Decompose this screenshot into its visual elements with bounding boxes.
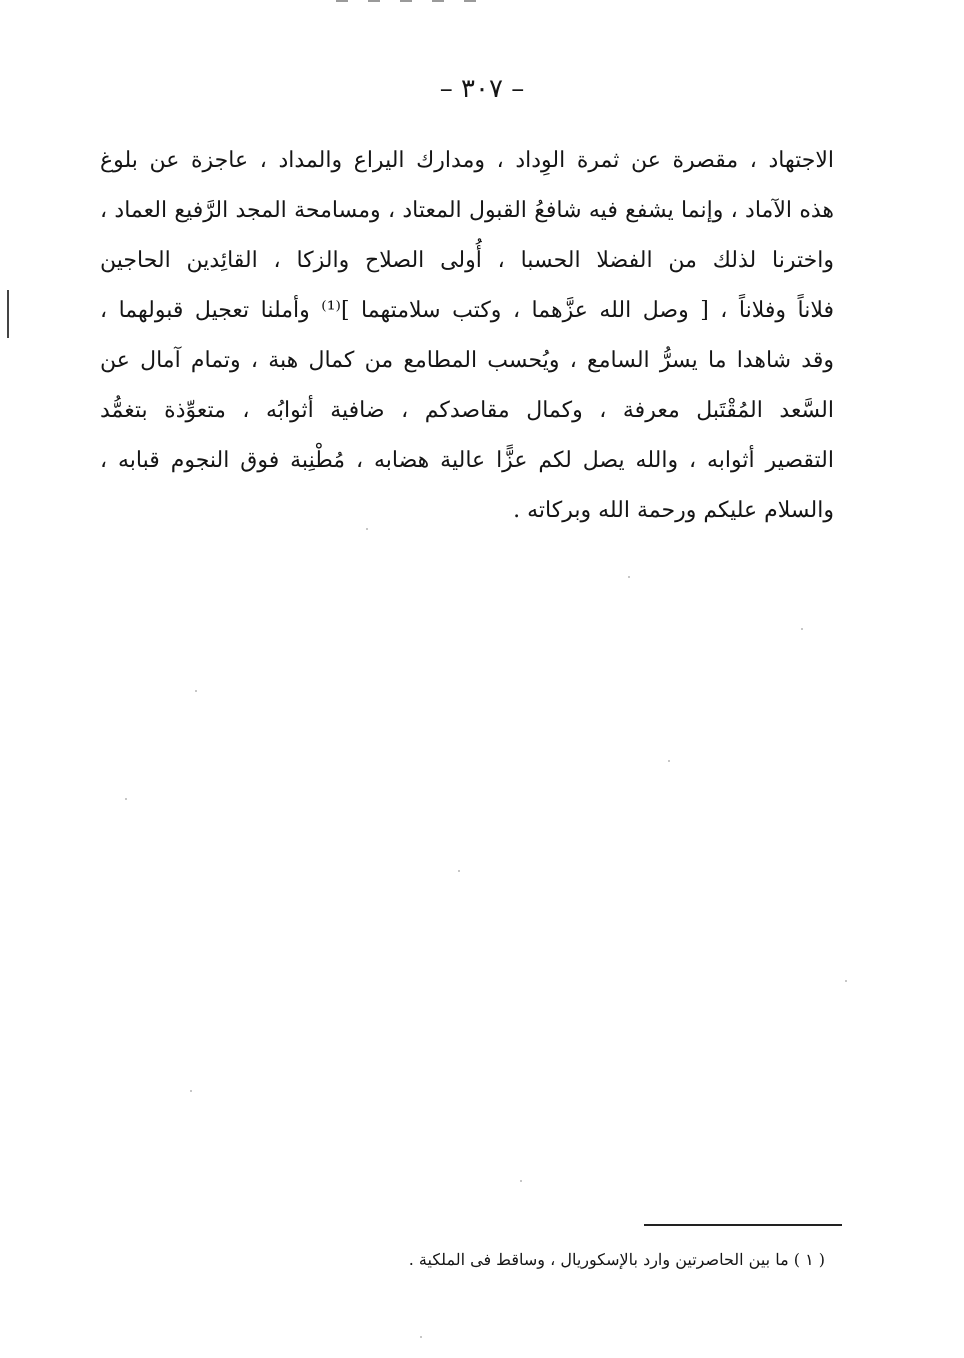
text-line-5: وقد شاهدا ما يسرُّ السامع ، ويُحسب المطامع من كمال هبة ، وتمام آمال عن	[100, 348, 834, 373]
text-line-2: هذه الآماد ، وإنما يشفع فيه شافعُ القبول المعتاد ، ومسامحة المجد الرَّفيع العماد ،	[100, 198, 834, 223]
text-line-1: الاجتهاد ، مقصرة عن ثمرة الوِداد ، ومدارك اليراع والمداد ، عاجزة عن بلوغ	[100, 148, 834, 173]
scan-speck	[801, 628, 803, 630]
footnote: ( ١ ) ما بين الحاصرتين وارد بالإسكوريال ، وساقط فى الملكية .	[408, 1250, 825, 1269]
scan-speck	[668, 760, 670, 762]
text-line-4: فلاناً وفلاناً ، [ وصل الله عزَّهما ، وكتب سلامتهما ]⁽¹⁾ وأملنا تعجيل قبولهما ،	[100, 298, 834, 323]
scan-speck	[628, 576, 630, 578]
scan-speck	[420, 1336, 422, 1338]
footnote-divider	[644, 1224, 842, 1226]
scan-speck	[195, 690, 197, 692]
text-line-7: التقصير أثوابه ، والله يصل لكم عزًّا عالية هضابه ، مُطْنِبة فوق النجوم قبابه ،	[100, 448, 834, 473]
text-line-3: واخترنا لذلك من الفضلا الحسبا ، أُولى الصلاح والزكا ، القائِدين الحاجين	[100, 248, 834, 273]
scan-speck	[520, 1180, 522, 1182]
scan-speck	[845, 980, 847, 982]
page-number: – ٣٠٧ –	[439, 74, 525, 104]
scan-speck	[458, 870, 460, 872]
text-line-6: السَّعد المُقْتَبل معرفة ، وكمال مقاصدكم ، ضافية أثوابُه ، متعوِّذة بتغمُّد	[100, 398, 834, 423]
scan-speck	[125, 798, 127, 800]
scan-top-dashes	[336, 0, 496, 8]
scan-speck	[366, 528, 368, 530]
scan-speck	[190, 1090, 192, 1092]
body-text	[100, 136, 834, 536]
scan-margin-mark	[7, 290, 9, 338]
text-line-8: والسلام عليكم ورحمة الله وبركاته .	[513, 498, 834, 523]
